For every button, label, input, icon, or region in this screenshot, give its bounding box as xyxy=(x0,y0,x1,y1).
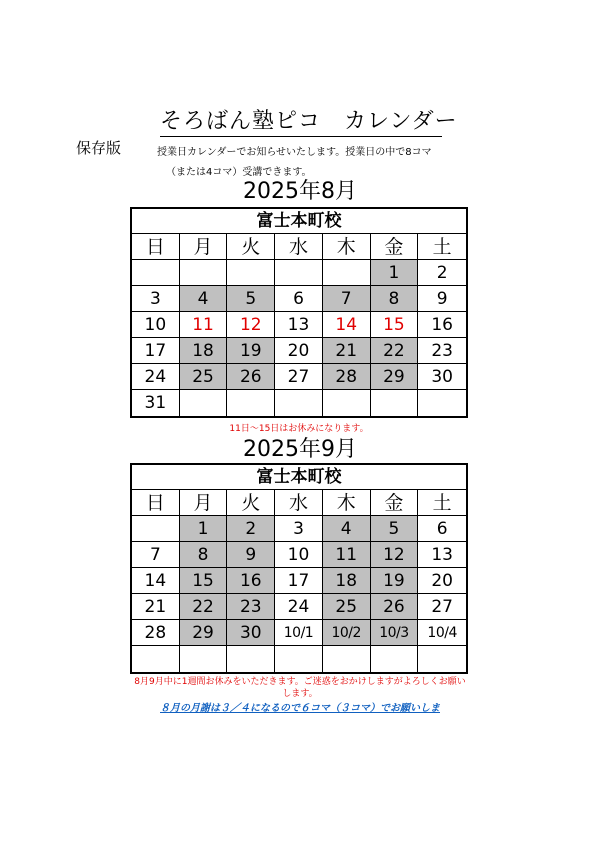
weekday-header: 火 xyxy=(227,490,275,516)
day-cell: 25 xyxy=(180,364,228,390)
intro-text-line2: （または4コマ）受講できます。 xyxy=(166,167,312,178)
weekday-header: 火 xyxy=(227,234,275,260)
weekday-header: 木 xyxy=(323,490,371,516)
day-cell: 11 xyxy=(180,312,228,338)
day-cell: 12 xyxy=(227,312,275,338)
day-cell: 24 xyxy=(275,594,323,620)
calendar-title: そろばん塾ピコ カレンダー xyxy=(160,108,442,137)
august-calendar-grid xyxy=(132,234,466,416)
weekday-header: 日 xyxy=(132,490,180,516)
school-name: 富士本町校 xyxy=(132,465,466,490)
day-cell: 10 xyxy=(275,542,323,568)
day-cell: 17 xyxy=(275,568,323,594)
weekday-header: 土 xyxy=(418,490,466,516)
tuition-note: ８月の月謝は３／４になるので６コマ（３コマ）でお願いしま xyxy=(160,703,440,714)
day-cell: 14 xyxy=(323,312,371,338)
day-cell: 28 xyxy=(323,364,371,390)
day-cell: 16 xyxy=(227,568,275,594)
intro-text-line1: 授業日カレンダーでお知らせいたします。授業日の中で8コマ xyxy=(157,147,432,158)
empty-day-cell xyxy=(371,390,419,416)
empty-day-cell xyxy=(323,260,371,286)
august-holiday-note: 11日～15日はお休みになります。 xyxy=(229,424,369,434)
day-cell: 2 xyxy=(227,516,275,542)
day-cell: 7 xyxy=(323,286,371,312)
day-cell: 20 xyxy=(275,338,323,364)
day-cell: 22 xyxy=(371,338,419,364)
weekday-header: 月 xyxy=(180,234,228,260)
empty-day-cell xyxy=(227,646,275,672)
weekday-header: 水 xyxy=(275,234,323,260)
empty-day-cell xyxy=(132,516,180,542)
day-cell: 20 xyxy=(418,568,466,594)
day-cell: 12 xyxy=(371,542,419,568)
day-cell: 6 xyxy=(275,286,323,312)
empty-day-cell xyxy=(132,260,180,286)
empty-day-cell xyxy=(418,646,466,672)
day-cell: 18 xyxy=(323,568,371,594)
day-cell: 30 xyxy=(418,364,466,390)
day-cell: 19 xyxy=(371,568,419,594)
weekday-header: 金 xyxy=(371,490,419,516)
empty-day-cell xyxy=(180,390,228,416)
empty-day-cell xyxy=(275,646,323,672)
day-cell: 3 xyxy=(275,516,323,542)
school-name: 富士本町校 xyxy=(132,209,466,234)
weekday-header: 水 xyxy=(275,490,323,516)
day-cell: 21 xyxy=(323,338,371,364)
day-cell: 8 xyxy=(180,542,228,568)
day-cell: 1 xyxy=(371,260,419,286)
day-cell: 23 xyxy=(418,338,466,364)
day-cell: 10/3 xyxy=(371,620,419,646)
day-cell: 9 xyxy=(418,286,466,312)
weekday-header: 月 xyxy=(180,490,228,516)
day-cell: 27 xyxy=(275,364,323,390)
day-cell: 28 xyxy=(132,620,180,646)
day-cell: 2 xyxy=(418,260,466,286)
day-cell: 21 xyxy=(132,594,180,620)
september-holiday-note: 8月9月中に1週間お休みをいただきます。ご迷惑をおかけしますがよろしくお願いします。 xyxy=(134,677,466,699)
day-cell: 4 xyxy=(180,286,228,312)
weekday-header: 土 xyxy=(418,234,466,260)
empty-day-cell xyxy=(323,390,371,416)
day-cell: 10 xyxy=(132,312,180,338)
empty-day-cell xyxy=(275,390,323,416)
day-cell: 13 xyxy=(275,312,323,338)
empty-day-cell xyxy=(227,390,275,416)
day-cell: 10/2 xyxy=(323,620,371,646)
day-cell: 7 xyxy=(132,542,180,568)
day-cell: 6 xyxy=(418,516,466,542)
september-month-title: 2025年9月 xyxy=(243,437,357,462)
day-cell: 18 xyxy=(180,338,228,364)
empty-day-cell xyxy=(227,260,275,286)
day-cell: 8 xyxy=(371,286,419,312)
day-cell: 26 xyxy=(371,594,419,620)
september-calendar-grid xyxy=(132,490,466,672)
empty-day-cell xyxy=(418,390,466,416)
day-cell: 24 xyxy=(132,364,180,390)
day-cell: 29 xyxy=(371,364,419,390)
empty-day-cell xyxy=(132,646,180,672)
day-cell: 13 xyxy=(418,542,466,568)
empty-day-cell xyxy=(180,260,228,286)
day-cell: 11 xyxy=(323,542,371,568)
edition-label: 保存版 xyxy=(76,139,122,157)
day-cell: 31 xyxy=(132,390,180,416)
day-cell: 10/1 xyxy=(275,620,323,646)
day-cell: 4 xyxy=(323,516,371,542)
day-cell: 23 xyxy=(227,594,275,620)
weekday-header: 木 xyxy=(323,234,371,260)
day-cell: 26 xyxy=(227,364,275,390)
day-cell: 17 xyxy=(132,338,180,364)
day-cell: 5 xyxy=(227,286,275,312)
empty-day-cell xyxy=(323,646,371,672)
day-cell: 27 xyxy=(418,594,466,620)
day-cell: 9 xyxy=(227,542,275,568)
day-cell: 15 xyxy=(180,568,228,594)
day-cell: 14 xyxy=(132,568,180,594)
day-cell: 15 xyxy=(371,312,419,338)
day-cell: 19 xyxy=(227,338,275,364)
august-calendar xyxy=(130,207,468,418)
day-cell: 5 xyxy=(371,516,419,542)
day-cell: 22 xyxy=(180,594,228,620)
day-cell: 3 xyxy=(132,286,180,312)
day-cell: 10/4 xyxy=(418,620,466,646)
day-cell: 16 xyxy=(418,312,466,338)
empty-day-cell xyxy=(371,646,419,672)
day-cell: 1 xyxy=(180,516,228,542)
august-month-title: 2025年8月 xyxy=(243,179,357,204)
weekday-header: 金 xyxy=(371,234,419,260)
weekday-header: 日 xyxy=(132,234,180,260)
empty-day-cell xyxy=(180,646,228,672)
day-cell: 25 xyxy=(323,594,371,620)
day-cell: 30 xyxy=(227,620,275,646)
september-calendar xyxy=(130,463,468,674)
day-cell: 29 xyxy=(180,620,228,646)
empty-day-cell xyxy=(275,260,323,286)
